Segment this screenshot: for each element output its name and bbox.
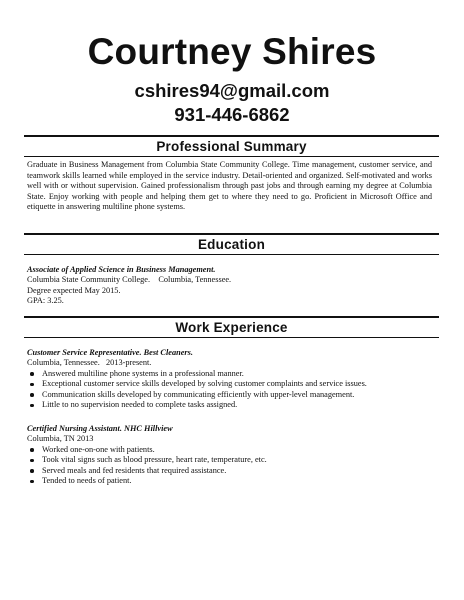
email-address: cshires94@gmail.com — [134, 80, 330, 101]
list-item — [27, 379, 432, 389]
duty-text: Worked one-on-one with patients. — [42, 444, 155, 454]
job-duties-list — [27, 369, 432, 411]
degree-expected: Degree expected May 2015. — [27, 285, 121, 295]
section-rule-bottom — [24, 337, 439, 338]
job-entry — [27, 348, 432, 410]
phone-number: 931-446-6862 — [174, 104, 290, 125]
duty-text: Took vital signs such as blood pressure, heart rate, temperature, etc. — [42, 455, 267, 465]
gpa: GPA: 3.25. — [27, 296, 64, 306]
job-location: Columbia, Tennessee. 2013-present. — [27, 358, 152, 368]
job-title: Certified Nursing Assistant. NHC Hillview — [27, 424, 173, 433]
duty-text: Communication skills developed by communicating efficiently with upper-level management. — [42, 389, 355, 399]
list-item — [27, 476, 432, 486]
bullet-icon — [30, 404, 34, 408]
bullet-icon — [30, 469, 34, 473]
list-item — [27, 445, 432, 455]
list-item — [27, 466, 432, 476]
degree-title: Associate of Applied Science in Business Management. — [27, 265, 216, 274]
list-item — [27, 369, 432, 379]
bullet-icon — [30, 393, 34, 397]
education-heading: Education — [197, 237, 266, 252]
job-entry — [27, 424, 432, 486]
job-location: Columbia, TN 2013 — [27, 434, 94, 444]
school-line: Columbia State Community College. Columbia, Tennessee. — [27, 275, 232, 285]
section-rule-bottom — [24, 254, 439, 255]
bullet-icon — [30, 448, 34, 452]
bullet-icon — [30, 459, 34, 463]
bullet-icon — [30, 383, 34, 387]
work-section-header — [24, 316, 439, 338]
summary-heading: Professional Summary — [156, 139, 307, 154]
job-title: Customer Service Representative. Best Cleaners. — [27, 348, 193, 357]
education-section-header — [24, 233, 439, 255]
summary-section-header — [24, 135, 439, 157]
list-item — [27, 400, 432, 410]
education-block — [27, 265, 432, 307]
bullet-icon — [30, 372, 34, 376]
bullet-icon — [30, 480, 34, 484]
job-duties-list — [27, 445, 432, 487]
work-heading: Work Experience — [175, 320, 288, 335]
resume-name: Courtney Shires — [87, 31, 377, 72]
duty-text: Served meals and fed residents that required assistance. — [42, 465, 227, 475]
list-item — [27, 455, 432, 465]
section-rule-bottom — [24, 156, 439, 157]
list-item — [27, 390, 432, 400]
duty-text: Answered multiline phone systems in a professional manner. — [42, 368, 244, 378]
duty-text: Little to no supervision needed to complete tasks assigned. — [42, 400, 238, 410]
duty-text: Tended to needs of patient. — [42, 476, 132, 486]
summary-text: Graduate in Business Management from Columbia State Community College. Time management, customer service, and teamwork skills learned while employed in the service industry. Detail-oriented and organized. Self-motivated and works well with or without supervision. Gained professionalism through past jobs and through earning my degree at Columbia State. Enjoy working with people and helping them get to where they need to go. Proficient in Microsoft Office and etiquette in answering multiline phone systems. — [27, 160, 432, 211]
duty-text: Exceptional customer service skills developed by solving customer complaints and service issues. — [42, 379, 367, 389]
